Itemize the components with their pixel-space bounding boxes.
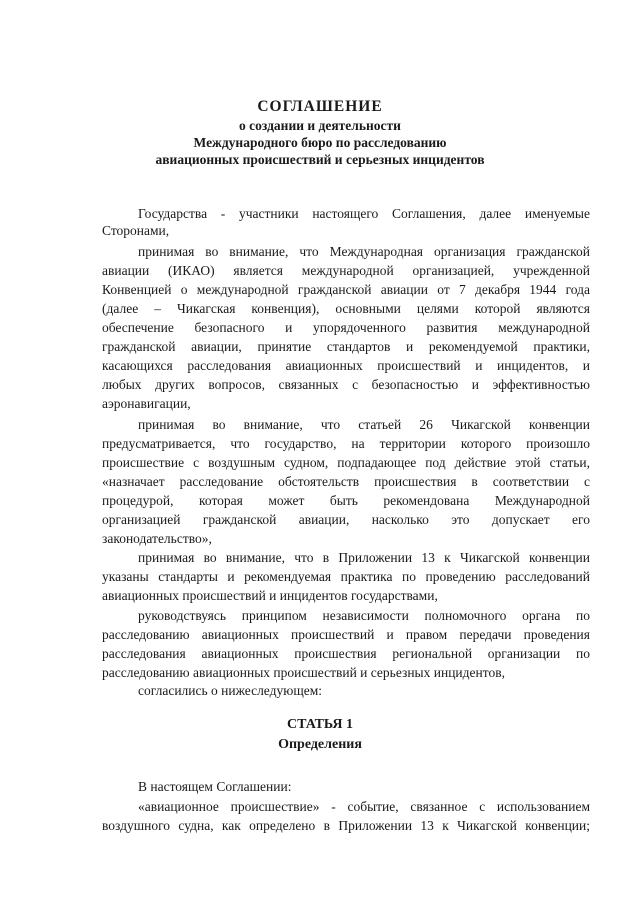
text-line: касающихся расследования авиационных происшествий и инцидентов, и [102,358,590,373]
text-line: воздушного судна, как определено в Приложении 13 к Чикагской конвенции; [102,818,590,833]
text-line: организацией гражданской авиации, насколько это допускает его [102,512,590,527]
text-line: аэронавигации, [102,396,191,411]
text-line: Государства - участники настоящего Соглашения, далее именуемые [138,206,590,221]
text-line: обеспечение безопасного и упорядоченного развития международной [102,320,590,335]
text-line: В настоящем Соглашении: [138,779,292,794]
text-line: принимая во внимание, что статьей 26 Чикагской конвенции [138,417,590,432]
text-line: предусматривается, что государство, на территории которого произошло [102,436,590,451]
text-line: авиации (ИКАО) является международной организацией, учрежденной [102,263,590,278]
text-line: указаны стандарты и рекомендуемая практика по проведению расследований [102,569,590,584]
text-line: любых других вопросов, связанных с безопасностью и эффективностью [102,377,590,392]
text-line: законодательство», [102,531,212,546]
text-line: принимая во внимание, что Международная организация гражданской [138,244,590,259]
article-heading: Определения [278,737,362,752]
text-line: авиационных происшествий и инцидентов государствами, [102,588,438,603]
text-line: расследованию авиационных происшествий и серьезных инцидентов, [102,665,505,680]
text-line: расследования авиационных происшествия региональной организации по [102,646,590,661]
text-line: «назначает расследование обстоятельств происшествия в соответствии с [102,474,590,489]
text-line: (далее – Чикагская конвенция), основными целями которой являются [102,301,590,316]
text-line: согласились о нижеследующем: [138,683,323,698]
text-line: «авиационное происшествие» - событие, связанное с использованием [138,799,590,814]
text-line: происшествие с воздушным судном, подпадающее под действие этой статьи, [102,455,590,470]
text-line: расследованию авиационных происшествий и правом передачи проведения [102,627,590,642]
document-subtitle-line-3: авиационных происшествий и серьезных инцидентов [155,152,485,167]
text-line: Сторонами, [102,223,170,238]
text-line: гражданской авиации, принятие стандартов и рекомендуемой практики, [102,339,590,354]
text-line: принимая во внимание, что в Приложении 13 к Чикагской конвенции [138,550,590,565]
document-title: СОГЛАШЕНИЕ [257,98,383,115]
document-subtitle-line-2: Международного бюро по расследованию [193,135,447,150]
text-line: руководствуясь принципом независимости полномочного органа по [138,608,590,623]
text-line: Конвенцией о международной гражданской авиации от 7 декабря 1944 года [102,282,590,297]
document-subtitle-line-1: о создании и деятельности [239,118,401,133]
text-line: процедурой, которая может быть рекомендована Международной [102,493,590,508]
article-number: СТАТЬЯ 1 [286,717,354,732]
